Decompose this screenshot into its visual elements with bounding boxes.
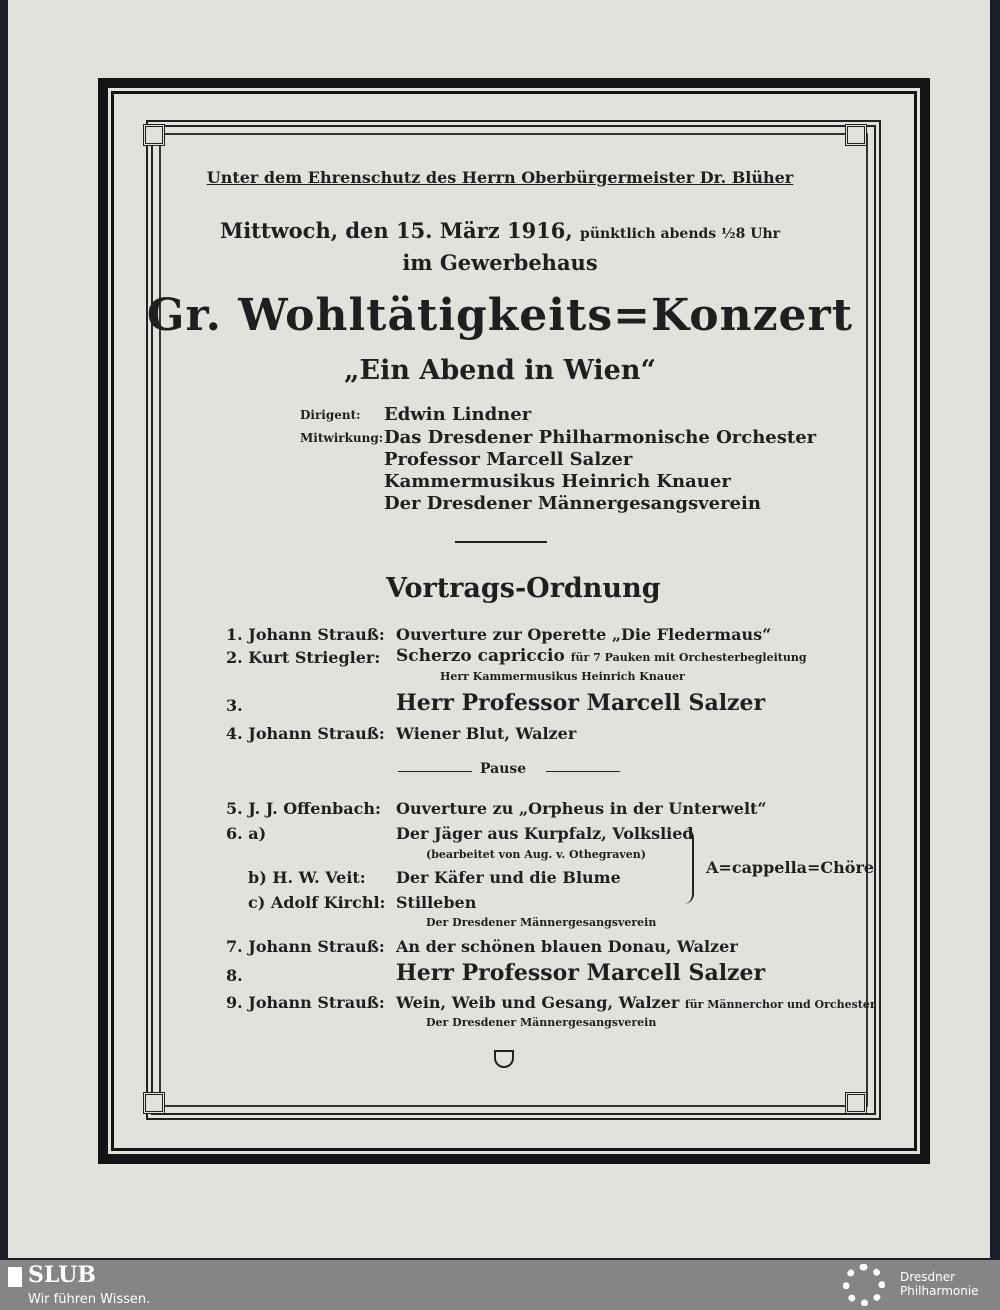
conductor-label: Dirigent:: [300, 408, 361, 422]
item-note: Der Dresdener Männergesangsverein: [426, 1016, 657, 1029]
conductor: Edwin Lindner: [384, 404, 532, 425]
item-work: Herr Professor Marcell Salzer: [396, 960, 766, 986]
date: Mittwoch, den 15. März 1916,: [219, 218, 573, 243]
item-number: b) H. W. Veit:: [248, 868, 366, 887]
logo-line: Dresdner: [900, 1270, 956, 1284]
slub-tagline: Wir führen Wissen.: [28, 1292, 151, 1307]
item-number: 3.: [226, 696, 243, 715]
item-number: 5. J. J. Offenbach:: [226, 799, 381, 818]
philharmonie-sun-icon: [843, 1264, 885, 1306]
corner-ornament: [143, 1092, 165, 1114]
logo-line: Philharmonie: [900, 1284, 979, 1298]
item-work: Der Jäger aus Kurpfalz, Volkslied: [396, 824, 694, 843]
item-work: Herr Professor Marcell Salzer: [396, 690, 766, 716]
group-label: A=cappella=Chöre: [706, 858, 875, 877]
item-number: 6. a): [226, 824, 267, 843]
performer: Professor Marcell Salzer: [384, 449, 633, 470]
program-heading: Vortrags-Ordnung: [386, 573, 661, 604]
pause-rule: [398, 771, 472, 772]
item-work: Wiener Blut, Walzer: [396, 724, 577, 743]
date-line: [0, 218, 1000, 243]
item-number: 9. Johann Strauß:: [226, 993, 385, 1012]
item-work: Der Käfer und die Blume: [396, 868, 621, 887]
concert-subtitle: „Ein Abend in Wien“: [343, 355, 657, 386]
pause-label: Pause: [480, 761, 527, 777]
concert-title: Gr. Wohltätigkeits=Konzert: [146, 290, 854, 341]
divider: [455, 541, 547, 543]
footer-bar: [0, 1260, 1000, 1310]
corner-ornament: [845, 1092, 867, 1114]
item-number: 1. Johann Strauß:: [226, 625, 385, 644]
patron-line: Unter dem Ehrenschutz des Herrn Oberbürgermeister Dr. Blüher: [206, 168, 794, 187]
item-note: (bearbeitet von Aug. v. Othegraven): [426, 848, 646, 861]
item-number: 7. Johann Strauß:: [226, 937, 385, 956]
choir-brace: [682, 828, 694, 904]
item-note: Herr Kammermusikus Heinrich Knauer: [440, 670, 685, 683]
slub-book-icon: [8, 1267, 22, 1287]
philharmonie-logo[interactable]: [900, 1270, 979, 1298]
with-label: Mitwirkung:: [300, 431, 384, 445]
performer: Das Dresdener Philharmonische Orchester: [384, 427, 817, 448]
item-work: Ouverture zur Operette „Die Fledermaus“: [396, 625, 772, 644]
item-work: An der schönen blauen Donau, Walzer: [396, 937, 738, 956]
item-number: 4. Johann Strauß:: [226, 724, 385, 743]
performer: Kammermusikus Heinrich Knauer: [384, 471, 731, 492]
corner-ornament: [143, 124, 165, 146]
pause-rule: [546, 771, 620, 772]
item-extra: für 7 Pauken mit Orchesterbegleitung: [570, 651, 807, 664]
item-number: 2. Kurt Striegler:: [226, 648, 381, 667]
item-work: Scherzo capriccio: [396, 646, 565, 666]
item-work-line: [396, 646, 807, 666]
corner-ornament: [845, 124, 867, 146]
item-note: Der Dresdener Männergesangsverein: [426, 916, 657, 929]
item-work: Stilleben: [396, 893, 477, 912]
item-number: 8.: [226, 966, 243, 985]
time: pünktlich abends ½8 Uhr: [580, 226, 781, 242]
performer: Der Dresdener Männergesangsverein: [384, 493, 761, 514]
item-number: c) Adolf Kirchl:: [248, 893, 386, 912]
item-work: Wein, Weib und Gesang, Walzer: [396, 993, 680, 1012]
item-extra: für Männerchor und Orchester: [684, 998, 876, 1011]
item-work-line: [396, 993, 876, 1012]
slub-logo[interactable]: SLUB: [28, 1262, 96, 1288]
venue: im Gewerbehaus: [402, 250, 598, 275]
item-work: Ouverture zu „Orpheus in der Unterwelt“: [396, 799, 767, 818]
